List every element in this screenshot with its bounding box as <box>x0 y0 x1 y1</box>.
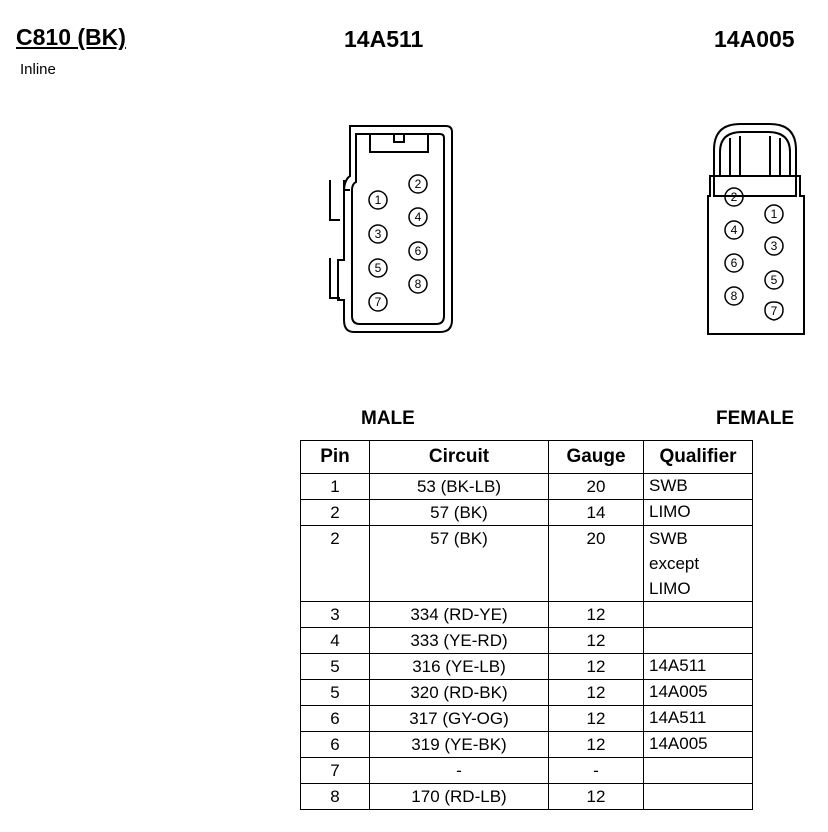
pin-cell: 6 <box>301 732 370 758</box>
circuit-cell: 333 (YE-RD) <box>370 628 549 654</box>
connector-type: Inline <box>20 61 56 78</box>
gauge-cell: 20 <box>549 474 644 500</box>
gauge-cell: 12 <box>549 680 644 706</box>
svg-text:4: 4 <box>730 223 738 237</box>
male-label: MALE <box>361 408 415 429</box>
qualifier-cell: LIMO <box>644 500 753 526</box>
pin-circuit-table <box>300 440 753 810</box>
gauge-cell: 12 <box>549 602 644 628</box>
female-pin-6 <box>725 254 743 272</box>
gauge-cell: 12 <box>549 784 644 810</box>
qualifier-cell: 14A511 <box>644 654 753 680</box>
female-label: FEMALE <box>716 408 795 429</box>
gauge-cell: - <box>549 758 644 784</box>
qualifier-cell <box>644 628 753 654</box>
table-row <box>301 680 753 706</box>
table-row <box>301 602 753 628</box>
table-header-row <box>301 441 753 474</box>
svg-text:7: 7 <box>770 304 778 318</box>
female-connector-diagram <box>700 116 810 340</box>
circuit-cell: 317 (GY-OG) <box>370 706 549 732</box>
svg-text:7: 7 <box>374 295 382 309</box>
circuit-cell: 316 (YE-LB) <box>370 654 549 680</box>
pin-cell: 6 <box>301 706 370 732</box>
qualifier-cell <box>644 784 753 810</box>
female-pin-5 <box>765 271 783 289</box>
header-gauge: Gauge <box>549 441 644 474</box>
table-row <box>301 500 753 526</box>
table-row <box>301 474 753 500</box>
male-pin-group <box>369 175 427 311</box>
male-connector-diagram <box>320 120 460 340</box>
table-row <box>301 732 753 758</box>
qualifier-cell <box>644 602 753 628</box>
male-pin-6 <box>409 242 427 260</box>
female-pin-7 <box>765 302 783 320</box>
svg-text:2: 2 <box>730 190 738 204</box>
svg-text:3: 3 <box>374 227 382 241</box>
female-pin-4 <box>725 221 743 239</box>
table-row <box>301 628 753 654</box>
female-pin-1 <box>765 205 783 223</box>
qualifier-cell: 14A005 <box>644 680 753 706</box>
header-pin: Pin <box>301 441 370 474</box>
pin-cell: 5 <box>301 654 370 680</box>
pin-cell: 4 <box>301 628 370 654</box>
circuit-cell: 319 (YE-BK) <box>370 732 549 758</box>
svg-text:5: 5 <box>770 273 778 287</box>
svg-text:8: 8 <box>730 289 738 303</box>
svg-text:6: 6 <box>730 256 738 270</box>
male-part-number: 14A511 <box>344 26 424 52</box>
header-circuit: Circuit <box>370 441 549 474</box>
male-pin-5 <box>369 259 387 277</box>
svg-text:6: 6 <box>414 244 422 258</box>
table-row <box>301 784 753 810</box>
pin-cell: 2 <box>301 526 370 602</box>
pin-cell: 2 <box>301 500 370 526</box>
male-pin-7 <box>369 293 387 311</box>
female-pin-group <box>725 188 783 320</box>
male-pin-1 <box>369 191 387 209</box>
svg-text:3: 3 <box>770 239 778 253</box>
table-row <box>301 526 753 602</box>
svg-text:1: 1 <box>770 207 778 221</box>
svg-text:2: 2 <box>414 177 422 191</box>
gauge-cell: 14 <box>549 500 644 526</box>
male-pin-2 <box>409 175 427 193</box>
gauge-cell: 20 <box>549 526 644 602</box>
female-part-number: 14A005 <box>714 26 795 52</box>
gauge-cell: 12 <box>549 628 644 654</box>
qualifier-cell: SWB except LIMO <box>644 526 753 602</box>
pin-cell: 7 <box>301 758 370 784</box>
gauge-cell: 12 <box>549 706 644 732</box>
male-pin-4 <box>409 208 427 226</box>
connector-id: C810 (BK) <box>16 24 126 50</box>
pin-cell: 8 <box>301 784 370 810</box>
circuit-cell: - <box>370 758 549 784</box>
circuit-cell: 57 (BK) <box>370 500 549 526</box>
svg-text:4: 4 <box>414 210 422 224</box>
qualifier-cell: 14A005 <box>644 732 753 758</box>
female-pin-8 <box>725 287 743 305</box>
svg-text:1: 1 <box>374 193 382 207</box>
svg-text:5: 5 <box>374 261 382 275</box>
qualifier-cell: 14A511 <box>644 706 753 732</box>
svg-text:8: 8 <box>414 277 422 291</box>
circuit-cell: 57 (BK) <box>370 526 549 602</box>
gauge-cell: 12 <box>549 732 644 758</box>
header-qualifier: Qualifier <box>644 441 753 474</box>
qualifier-cell: SWB <box>644 474 753 500</box>
circuit-cell: 170 (RD-LB) <box>370 784 549 810</box>
male-pin-8 <box>409 275 427 293</box>
male-pin-3 <box>369 225 387 243</box>
pin-cell: 3 <box>301 602 370 628</box>
table-row <box>301 706 753 732</box>
circuit-cell: 320 (RD-BK) <box>370 680 549 706</box>
table-row <box>301 758 753 784</box>
pin-cell: 1 <box>301 474 370 500</box>
table-row <box>301 654 753 680</box>
gauge-cell: 12 <box>549 654 644 680</box>
pin-cell: 5 <box>301 680 370 706</box>
female-pin-3 <box>765 237 783 255</box>
circuit-cell: 53 (BK-LB) <box>370 474 549 500</box>
qualifier-cell <box>644 758 753 784</box>
circuit-cell: 334 (RD-YE) <box>370 602 549 628</box>
